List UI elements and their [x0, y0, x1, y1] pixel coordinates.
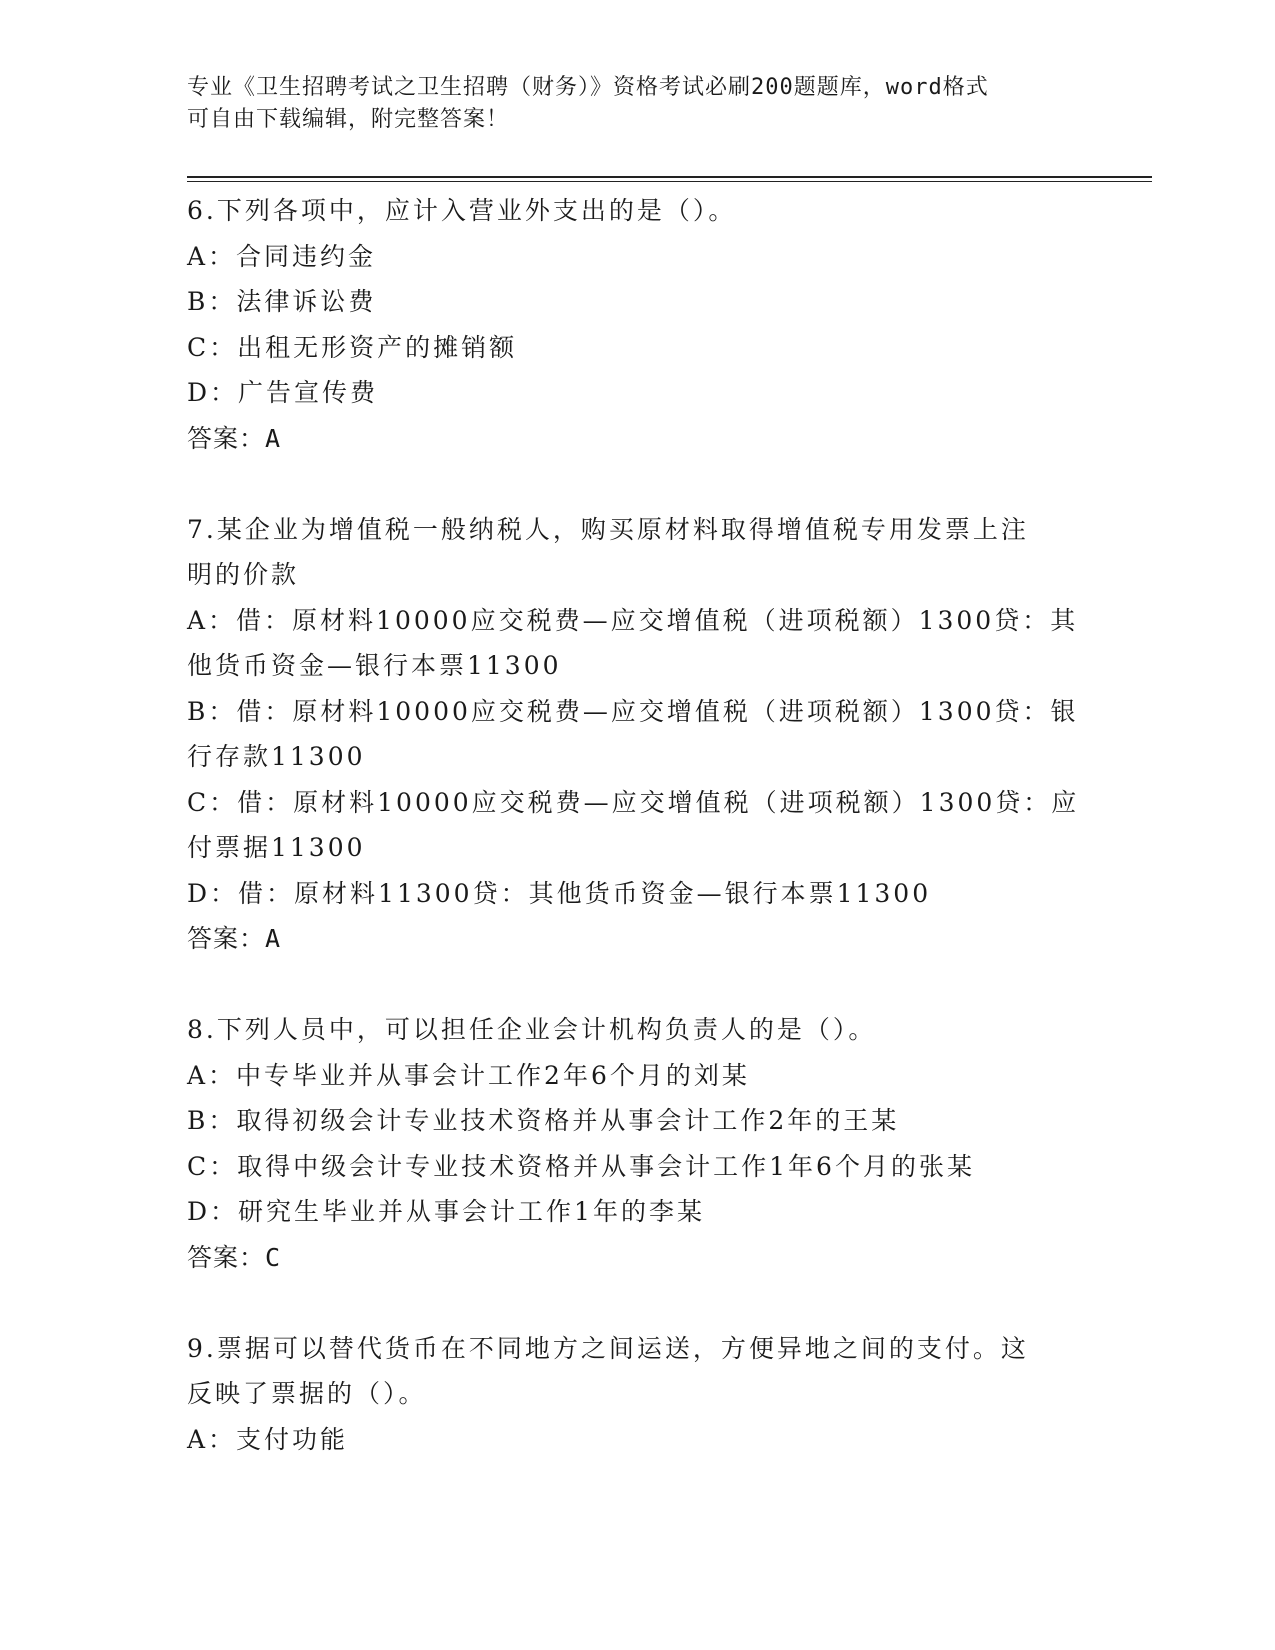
question-stem: 8.下列人员中，可以担任企业会计机构负责人的是（）。 [187, 1015, 877, 1044]
option-text: D：借：原材料11300贷：其他货币资金—银行本票11300 [187, 878, 932, 908]
option-text: C：借：原材料10000应交税费—应交增值税（进项税额）1300贷：应 [187, 787, 1080, 817]
question-stem: 明的价款 [187, 560, 300, 589]
option-c [187, 325, 1087, 371]
question-stem: 反映了票据的（）。 [187, 1379, 427, 1408]
option-a [187, 234, 1087, 280]
document-header [187, 72, 1067, 136]
header-line-2: 可自由下载编辑，附完整答案！ [187, 107, 510, 132]
answer-line: 答案：A [187, 423, 282, 453]
question-block [187, 507, 1087, 962]
option-text: D：广告宣传费 [187, 378, 379, 407]
option-d [187, 1189, 1087, 1235]
option-c [187, 1144, 1087, 1190]
option-text: B：取得初级会计专业技术资格并从事会计工作2年的王某 [187, 1106, 900, 1135]
option-a [187, 598, 1087, 689]
option-text: C：取得中级会计专业技术资格并从事会计工作1年6个月的张某 [187, 1151, 975, 1181]
option-text: 付票据11300 [187, 833, 366, 862]
option-text: A：支付功能 [187, 1424, 349, 1454]
option-text: A：借：原材料10000应交税费—应交增值税（进项税额）1300贷：其 [187, 605, 1079, 635]
answer-line: 答案：A [187, 924, 282, 953]
option-text: D：研究生毕业并从事会计工作1年的李某 [187, 1197, 705, 1226]
question-spacer [187, 962, 1087, 1008]
question-spacer [187, 461, 1087, 507]
option-d [187, 370, 1087, 416]
question-block [187, 1326, 1087, 1463]
question-stem: 9.票据可以替代货币在不同地方之间运送，方便异地之间的支付。这 [187, 1333, 1029, 1363]
question-stem: 6.下列各项中，应计入营业外支出的是（）。 [187, 196, 737, 225]
header-divider-thin [187, 181, 1152, 182]
question-spacer [187, 1280, 1087, 1326]
option-text: A：中专毕业并从事会计工作2年6个月的刘某 [187, 1060, 750, 1090]
option-text: 行存款11300 [187, 742, 366, 771]
question-block [187, 1007, 1087, 1280]
option-c [187, 780, 1087, 871]
question-list [187, 188, 1087, 1462]
option-d [187, 871, 1087, 917]
option-text: C：出租无形资产的摊销额 [187, 332, 518, 362]
option-a [187, 1417, 1087, 1463]
option-a [187, 1053, 1087, 1099]
option-text: B：法律诉讼费 [187, 287, 377, 316]
option-b [187, 1098, 1087, 1144]
option-b [187, 279, 1087, 325]
option-text: 他货币资金—银行本票11300 [187, 651, 562, 680]
question-block [187, 188, 1087, 461]
question-stem: 7.某企业为增值税一般纳税人，购买原材料取得增值税专用发票上注 [187, 514, 1029, 544]
answer-line: 答案：C [187, 1242, 282, 1272]
header-line-1: 专业《卫生招聘考试之卫生招聘（财务）》资格考试必刷200题题库，word格式 [187, 75, 989, 100]
header-divider-thick [187, 176, 1152, 178]
option-text: B：借：原材料10000应交税费—应交增值税（进项税额）1300贷：银 [187, 696, 1079, 726]
option-text: A：合同违约金 [187, 241, 377, 271]
option-b [187, 689, 1087, 780]
